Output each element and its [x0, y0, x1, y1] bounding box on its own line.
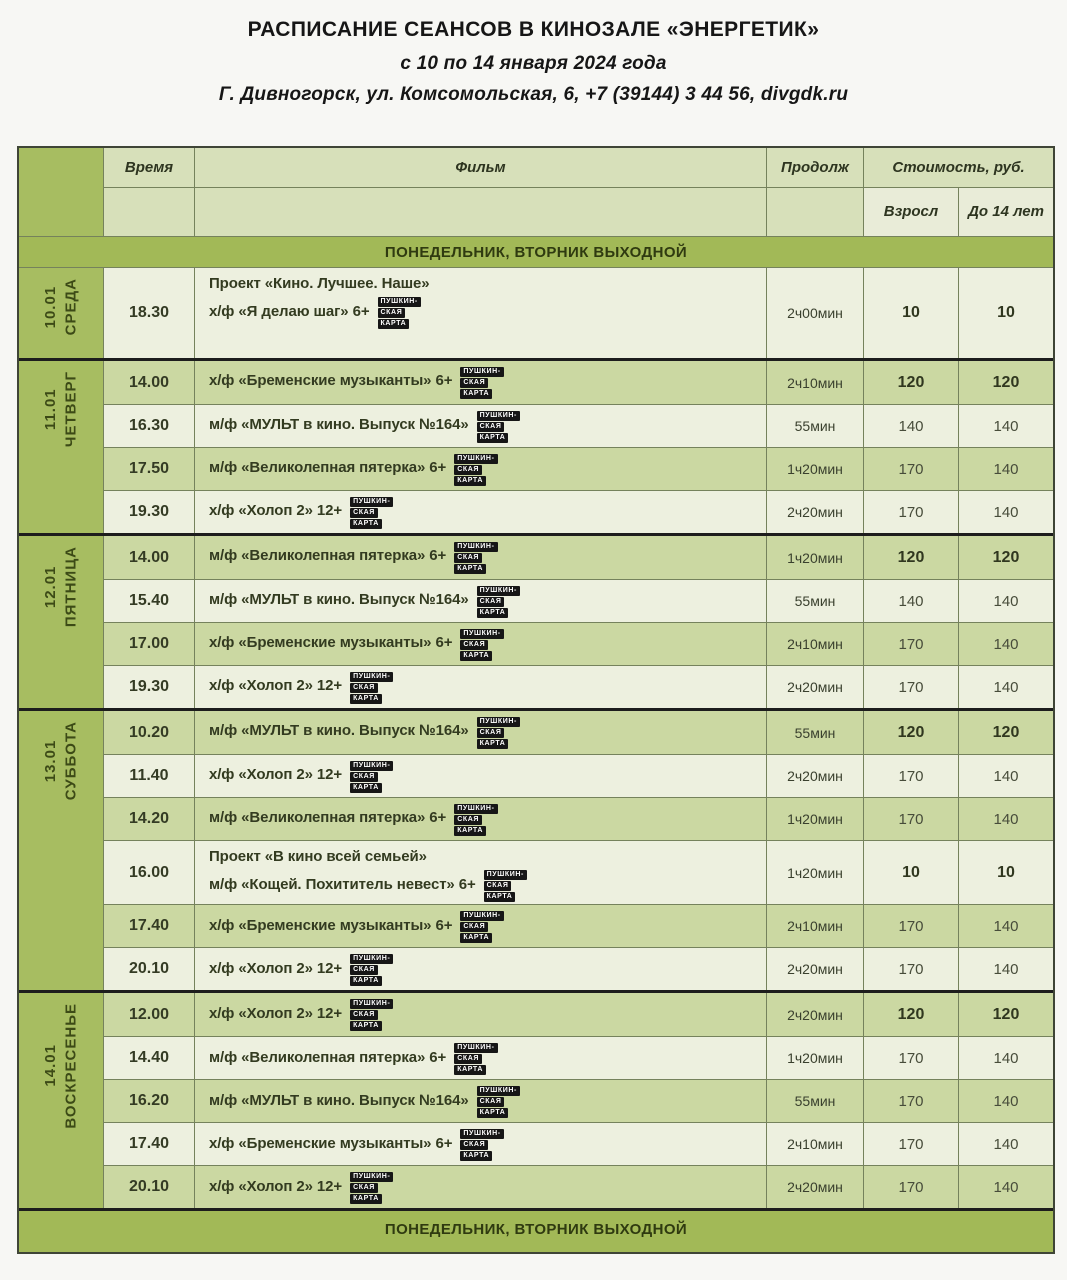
film-title-text: м/ф «Кощей. Похититель невест» 6+ [209, 875, 476, 893]
price-child: 140 [958, 623, 1053, 665]
duration: 1ч20мин [766, 536, 863, 579]
pushkin-card-badge-line: СКАЯ [460, 922, 488, 932]
film-title-line [209, 627, 758, 659]
film-title-text: м/ф «Великолепная пятерка» 6+ [209, 459, 447, 477]
pushkin-card-badge [454, 804, 497, 836]
session-time: 16.00 [128, 863, 170, 881]
price-child: 140 [958, 755, 1053, 797]
session-row [104, 447, 1053, 490]
day-group [19, 990, 1053, 1208]
pushkin-card-badge-line: ПУШКИН- [350, 954, 393, 964]
day-group [19, 358, 1053, 533]
session-time: 18.30 [128, 304, 170, 321]
film-title-text: х/ф «Бременские музыканты» 6+ [209, 634, 453, 652]
film-cell [194, 948, 766, 990]
pushkin-card-badge-line: СКАЯ [477, 728, 505, 738]
day-group [19, 267, 1053, 358]
day-label-cell [19, 268, 104, 358]
session-row [104, 536, 1053, 579]
film-cell [194, 1037, 766, 1079]
pushkin-card-badge-line: СКАЯ [484, 881, 512, 891]
day-label [41, 278, 82, 335]
pushkin-card-badge-line: КАРТА [350, 783, 382, 793]
film-title-text: х/ф «Я делаю шаг» 6+ [209, 302, 370, 320]
price-child: 140 [958, 580, 1053, 622]
film-title-text: м/ф «Великолепная пятерка» 6+ [209, 547, 447, 565]
pushkin-card-badge [350, 497, 393, 529]
duration: 2ч20мин [766, 948, 863, 990]
pushkin-card-badge-line: ПУШКИН- [350, 761, 393, 771]
film-cell [194, 405, 766, 447]
pushkin-card-badge-line: ПУШКИН- [477, 1086, 520, 1096]
pushkin-card-badge-line: ПУШКИН- [454, 1043, 497, 1053]
film-cell [194, 905, 766, 947]
day-name: СУББОТА [62, 721, 79, 801]
film-title-text: х/ф «Бременские музыканты» 6+ [209, 916, 453, 934]
pushkin-card-badge-line: КАРТА [378, 319, 410, 329]
day-date: 10.01 [41, 285, 59, 328]
film-cell [194, 711, 766, 754]
day-date: 11.01 [41, 388, 59, 430]
pushkin-card-badge-line: КАРТА [350, 1194, 382, 1204]
col-header-film: Фильм [194, 148, 766, 187]
pushkin-card-badge-line: СКАЯ [350, 965, 378, 975]
session-time: 14.00 [128, 548, 170, 566]
price-child: 10 [958, 268, 1053, 358]
session-time: 17.50 [128, 460, 170, 477]
film-cell [194, 536, 766, 579]
day-rows [104, 993, 1053, 1208]
price-child: 120 [958, 711, 1053, 754]
film-title-text: м/ф «МУЛЬТ в кино. Выпуск №164» [209, 1091, 469, 1109]
pushkin-card-badge [484, 870, 527, 902]
price-adult: 170 [863, 948, 958, 990]
film-title-text: м/ф «Великолепная пятерка» 6+ [209, 1048, 447, 1066]
session-time: 15.40 [128, 592, 170, 609]
pushkin-card-badge-line: СКАЯ [350, 1010, 378, 1020]
price-child: 120 [958, 536, 1053, 579]
film-title-line [209, 909, 758, 941]
header-spacer-time [104, 187, 194, 236]
price-adult: 120 [863, 361, 958, 404]
film-title-text: м/ф «Великолепная пятерка» 6+ [209, 809, 447, 827]
session-row [104, 1122, 1053, 1165]
pushkin-card-badge-line: ПУШКИН- [477, 717, 520, 727]
film-title-text: Проект «Кино. Лучшее. Наше» [209, 275, 430, 292]
pushkin-card-badge-line: КАРТА [477, 739, 509, 749]
day-name: ВОСКРЕСЕНЬЕ [62, 1003, 79, 1129]
pushkin-card-badge-line: ПУШКИН- [350, 999, 393, 1009]
pushkin-card-badge-line: СКАЯ [454, 553, 482, 563]
film-cell [194, 755, 766, 797]
session-time: 20.10 [128, 960, 170, 978]
pushkin-card-badge [454, 454, 497, 486]
venue-address: Г. Дивногорск, ул. Комсомольская, 6, +7 (39144) 3 44 56, divgdk.ru [218, 84, 849, 105]
film-title-text: х/ф «Бременские музыканты» 6+ [209, 372, 453, 390]
page-header [0, 0, 1067, 106]
date-range: с 10 по 14 января 2024 года [400, 53, 667, 74]
session-row [104, 490, 1053, 533]
session-time: 14.20 [128, 810, 170, 827]
pushkin-card-badge-line: КАРТА [477, 1108, 509, 1118]
price-adult: 170 [863, 623, 958, 665]
price-child: 140 [958, 405, 1053, 447]
pushkin-card-badge-line: СКАЯ [350, 772, 378, 782]
film-title-line [209, 802, 758, 834]
col-header-child: До 14 лет [958, 187, 1053, 236]
film-cell [194, 666, 766, 708]
duration: 55мин [766, 711, 863, 754]
pushkin-card-badge-line: КАРТА [460, 1151, 492, 1161]
pushkin-card-badge-line: ПУШКИН- [350, 672, 393, 682]
pushkin-card-badge-line: КАРТА [350, 1021, 382, 1031]
price-child: 140 [958, 1037, 1053, 1079]
pushkin-card-badge-line: КАРТА [477, 433, 509, 443]
price-adult: 120 [863, 536, 958, 579]
price-child: 140 [958, 491, 1053, 533]
pushkin-card-badge-line: КАРТА [484, 892, 516, 902]
pushkin-card-badge-line: КАРТА [350, 519, 382, 529]
price-adult: 170 [863, 1123, 958, 1165]
session-time: 11.40 [129, 767, 169, 784]
film-title-line [209, 759, 758, 791]
duration: 2ч20мин [766, 666, 863, 708]
session-row [104, 622, 1053, 665]
session-time: 17.40 [128, 917, 170, 935]
film-title-line [209, 952, 758, 984]
film-title-line [209, 1084, 758, 1116]
session-time: 20.10 [128, 1178, 170, 1196]
session-row [104, 1165, 1053, 1208]
price-child: 140 [958, 798, 1053, 840]
session-row [104, 1079, 1053, 1122]
pushkin-card-badge-line: СКАЯ [477, 1097, 505, 1107]
pushkin-card-badge-line: ПУШКИН- [460, 911, 503, 921]
session-row [104, 711, 1053, 754]
session-row [104, 840, 1053, 904]
day-rows [104, 361, 1053, 533]
film-title-text: Проект «В кино всей семьей» [209, 848, 427, 865]
film-title-line [209, 584, 758, 616]
film-title-text: х/ф «Холоп 2» 12+ [209, 766, 343, 784]
day-name: СРЕДА [62, 278, 79, 336]
session-time: 14.00 [128, 373, 170, 391]
duration: 2ч20мин [766, 491, 863, 533]
session-time: 17.00 [128, 635, 170, 652]
col-header-duration: Продолж [766, 148, 863, 187]
session-time: 19.30 [128, 678, 170, 695]
film-cell [194, 1080, 766, 1122]
film-title-line [209, 715, 758, 747]
duration: 1ч20мин [766, 798, 863, 840]
session-time: 12.00 [128, 1005, 170, 1023]
film-cell [194, 580, 766, 622]
pushkin-card-badge-line: ПУШКИН- [484, 870, 527, 880]
film-cell [194, 623, 766, 665]
film-title-line [209, 1170, 758, 1202]
price-adult: 170 [863, 1166, 958, 1208]
pushkin-card-badge [477, 717, 520, 749]
col-header-price-group: Стоимость, руб. [863, 148, 1053, 187]
day-date: 12.01 [41, 565, 59, 608]
film-title-text: х/ф «Холоп 2» 12+ [209, 1177, 343, 1195]
session-row [104, 1036, 1053, 1079]
table-header [19, 148, 1053, 236]
price-adult: 140 [863, 405, 958, 447]
duration: 55мин [766, 1080, 863, 1122]
day-rows [104, 711, 1053, 990]
session-row [104, 665, 1053, 708]
film-cell [194, 448, 766, 490]
pushkin-card-badge-line: ПУШКИН- [460, 1129, 503, 1139]
duration: 2ч20мин [766, 755, 863, 797]
pushkin-card-badge [454, 542, 497, 574]
day-date: 13.01 [41, 739, 59, 782]
pushkin-card-badge-line: СКАЯ [454, 465, 482, 475]
price-adult: 10 [863, 268, 958, 358]
day-rows [104, 536, 1053, 708]
price-child: 120 [958, 993, 1053, 1036]
price-adult: 120 [863, 711, 958, 754]
schedule-groups [19, 267, 1053, 1208]
pushkin-card-badge [460, 367, 503, 399]
price-adult: 10 [863, 841, 958, 904]
day-label [41, 371, 82, 447]
pushkin-card-badge-line: КАРТА [477, 608, 509, 618]
pushkin-card-badge [378, 297, 421, 329]
day-label [41, 1003, 82, 1129]
film-cell [194, 268, 766, 358]
session-row [104, 754, 1053, 797]
film-title-text: х/ф «Бременские музыканты» 6+ [209, 1134, 453, 1152]
film-cell [194, 841, 766, 904]
pushkin-card-badge-line: КАРТА [350, 976, 382, 986]
pushkin-card-badge [350, 761, 393, 793]
price-child: 120 [958, 361, 1053, 404]
film-title-line [209, 670, 758, 702]
pushkin-card-badge-line: СКАЯ [460, 378, 488, 388]
pushkin-card-badge-line: ПУШКИН- [477, 411, 520, 421]
duration: 1ч20мин [766, 448, 863, 490]
session-time: 16.20 [128, 1092, 170, 1110]
session-time: 14.40 [128, 1049, 170, 1067]
film-title-line [209, 845, 758, 868]
pushkin-card-badge-line: СКАЯ [378, 308, 406, 318]
duration: 1ч20мин [766, 841, 863, 904]
pushkin-card-badge [460, 911, 503, 943]
pushkin-card-badge-line: СКАЯ [350, 508, 378, 518]
session-row [104, 268, 1053, 358]
pushkin-card-badge [454, 1043, 497, 1075]
film-title-text: х/ф «Холоп 2» 12+ [209, 502, 343, 520]
session-time: 19.30 [128, 503, 170, 520]
pushkin-card-badge [350, 672, 393, 704]
pushkin-card-badge-line: ПУШКИН- [477, 586, 520, 596]
film-title-text: х/ф «Холоп 2» 12+ [209, 1004, 343, 1022]
price-adult: 170 [863, 448, 958, 490]
page-title: РАСПИСАНИЕ СЕАНСОВ В КИНОЗАЛЕ «ЭНЕРГЕТИК» [247, 18, 820, 41]
session-row [104, 361, 1053, 404]
film-cell [194, 361, 766, 404]
duration: 2ч10мин [766, 361, 863, 404]
price-child: 140 [958, 666, 1053, 708]
price-adult: 170 [863, 798, 958, 840]
day-label-cell [19, 361, 104, 533]
film-cell [194, 798, 766, 840]
schedule-table [17, 146, 1055, 1254]
pushkin-card-badge-line: ПУШКИН- [454, 454, 497, 464]
pushkin-card-badge-line: КАРТА [454, 826, 486, 836]
film-cell [194, 1166, 766, 1208]
price-adult: 170 [863, 491, 958, 533]
day-group [19, 533, 1053, 708]
pushkin-card-badge [477, 411, 520, 443]
session-row [104, 797, 1053, 840]
day-rows [104, 268, 1053, 358]
pushkin-card-badge-line: СКАЯ [460, 1140, 488, 1150]
pushkin-card-badge-line: КАРТА [460, 389, 492, 399]
price-adult: 170 [863, 1037, 958, 1079]
pushkin-card-badge-line: КАРТА [454, 476, 486, 486]
pushkin-card-badge-line: ПУШКИН- [350, 1172, 393, 1182]
pushkin-card-badge-line: КАРТА [460, 933, 492, 943]
day-label [41, 546, 82, 627]
pushkin-card-badge-line: СКАЯ [454, 1054, 482, 1064]
pushkin-card-badge-line: ПУШКИН- [350, 497, 393, 507]
pushkin-card-badge-line: ПУШКИН- [454, 542, 497, 552]
price-child: 140 [958, 905, 1053, 947]
film-cell [194, 491, 766, 533]
day-label-cell [19, 536, 104, 708]
film-title-text: м/ф «МУЛЬТ в кино. Выпуск №164» [209, 591, 469, 609]
session-time: 10.20 [128, 723, 170, 741]
price-adult: 170 [863, 666, 958, 708]
header-spacer-film [194, 187, 766, 236]
pushkin-card-badge-line: СКАЯ [477, 422, 505, 432]
day-group [19, 708, 1053, 990]
film-title-text: м/ф «МУЛЬТ в кино. Выпуск №164» [209, 722, 469, 740]
film-title-line [209, 409, 758, 441]
pushkin-card-badge-line: КАРТА [460, 651, 492, 661]
pushkin-card-badge [350, 1172, 393, 1204]
session-row [104, 993, 1053, 1036]
pushkin-card-badge-line: КАРТА [454, 564, 486, 574]
price-child: 140 [958, 448, 1053, 490]
closed-days-banner-top: ПОНЕДЕЛЬНИК, ВТОРНИК ВЫХОДНОЙ [19, 236, 1053, 267]
film-title-line [209, 540, 758, 572]
film-title-text: х/ф «Холоп 2» 12+ [209, 677, 343, 695]
price-adult: 170 [863, 905, 958, 947]
film-title-line [209, 1127, 758, 1159]
film-cell [194, 1123, 766, 1165]
film-title-line [209, 868, 758, 900]
duration: 55мин [766, 580, 863, 622]
pushkin-card-badge-line: ПУШКИН- [460, 367, 503, 377]
price-child: 140 [958, 1123, 1053, 1165]
day-date: 14.01 [41, 1044, 59, 1088]
pushkin-card-badge [350, 954, 393, 986]
pushkin-card-badge [460, 629, 503, 661]
day-name: ЧЕТВЕРГ [62, 371, 79, 448]
duration: 2ч00мин [766, 268, 863, 358]
film-title-line [209, 495, 758, 527]
day-label-cell [19, 711, 104, 990]
header-spacer-duration [766, 187, 863, 236]
duration: 2ч10мин [766, 905, 863, 947]
pushkin-card-badge [460, 1129, 503, 1161]
pushkin-card-badge-line: КАРТА [350, 694, 382, 704]
film-title-line [209, 272, 758, 295]
price-child: 10 [958, 841, 1053, 904]
pushkin-card-badge [477, 586, 520, 618]
price-child: 140 [958, 948, 1053, 990]
session-row [104, 579, 1053, 622]
closed-days-banner-bottom: ПОНЕДЕЛЬНИК, ВТОРНИК ВЫХОДНОЙ [19, 1208, 1053, 1252]
pushkin-card-badge-line: ПУШКИН- [378, 297, 421, 307]
film-title-line [209, 295, 758, 327]
session-row [104, 404, 1053, 447]
film-title-line [209, 1041, 758, 1073]
pushkin-card-badge [350, 999, 393, 1031]
price-adult: 170 [863, 1080, 958, 1122]
price-adult: 140 [863, 580, 958, 622]
duration: 1ч20мин [766, 1037, 863, 1079]
session-time: 17.40 [128, 1135, 170, 1153]
duration: 2ч20мин [766, 993, 863, 1036]
day-name: ПЯТНИЦА [62, 546, 79, 628]
film-title-line [209, 452, 758, 484]
day-label [41, 721, 82, 800]
col-header-adult: Взросл [863, 187, 958, 236]
pushkin-card-badge-line: ПУШКИН- [454, 804, 497, 814]
pushkin-card-badge-line: СКАЯ [477, 597, 505, 607]
duration: 2ч10мин [766, 623, 863, 665]
pushkin-card-badge-line: СКАЯ [454, 815, 482, 825]
pushkin-card-badge-line: КАРТА [454, 1065, 486, 1075]
price-child: 140 [958, 1166, 1053, 1208]
col-header-time: Время [104, 148, 194, 187]
pushkin-card-badge-line: СКАЯ [350, 1183, 378, 1193]
header-day-corner [19, 148, 104, 236]
session-row [104, 947, 1053, 990]
film-title-text: м/ф «МУЛЬТ в кино. Выпуск №164» [209, 416, 469, 434]
duration: 55мин [766, 405, 863, 447]
film-cell [194, 993, 766, 1036]
pushkin-card-badge-line: СКАЯ [460, 640, 488, 650]
day-label-cell [19, 993, 104, 1208]
pushkin-card-badge-line: ПУШКИН- [460, 629, 503, 639]
session-time: 16.30 [128, 417, 170, 434]
film-title-line [209, 365, 758, 397]
film-title-text: х/ф «Холоп 2» 12+ [209, 959, 343, 977]
film-title-line [209, 997, 758, 1029]
duration: 2ч10мин [766, 1123, 863, 1165]
session-row [104, 904, 1053, 947]
price-adult: 170 [863, 755, 958, 797]
duration: 2ч20мин [766, 1166, 863, 1208]
price-adult: 120 [863, 993, 958, 1036]
pushkin-card-badge [477, 1086, 520, 1118]
price-child: 140 [958, 1080, 1053, 1122]
pushkin-card-badge-line: СКАЯ [350, 683, 378, 693]
